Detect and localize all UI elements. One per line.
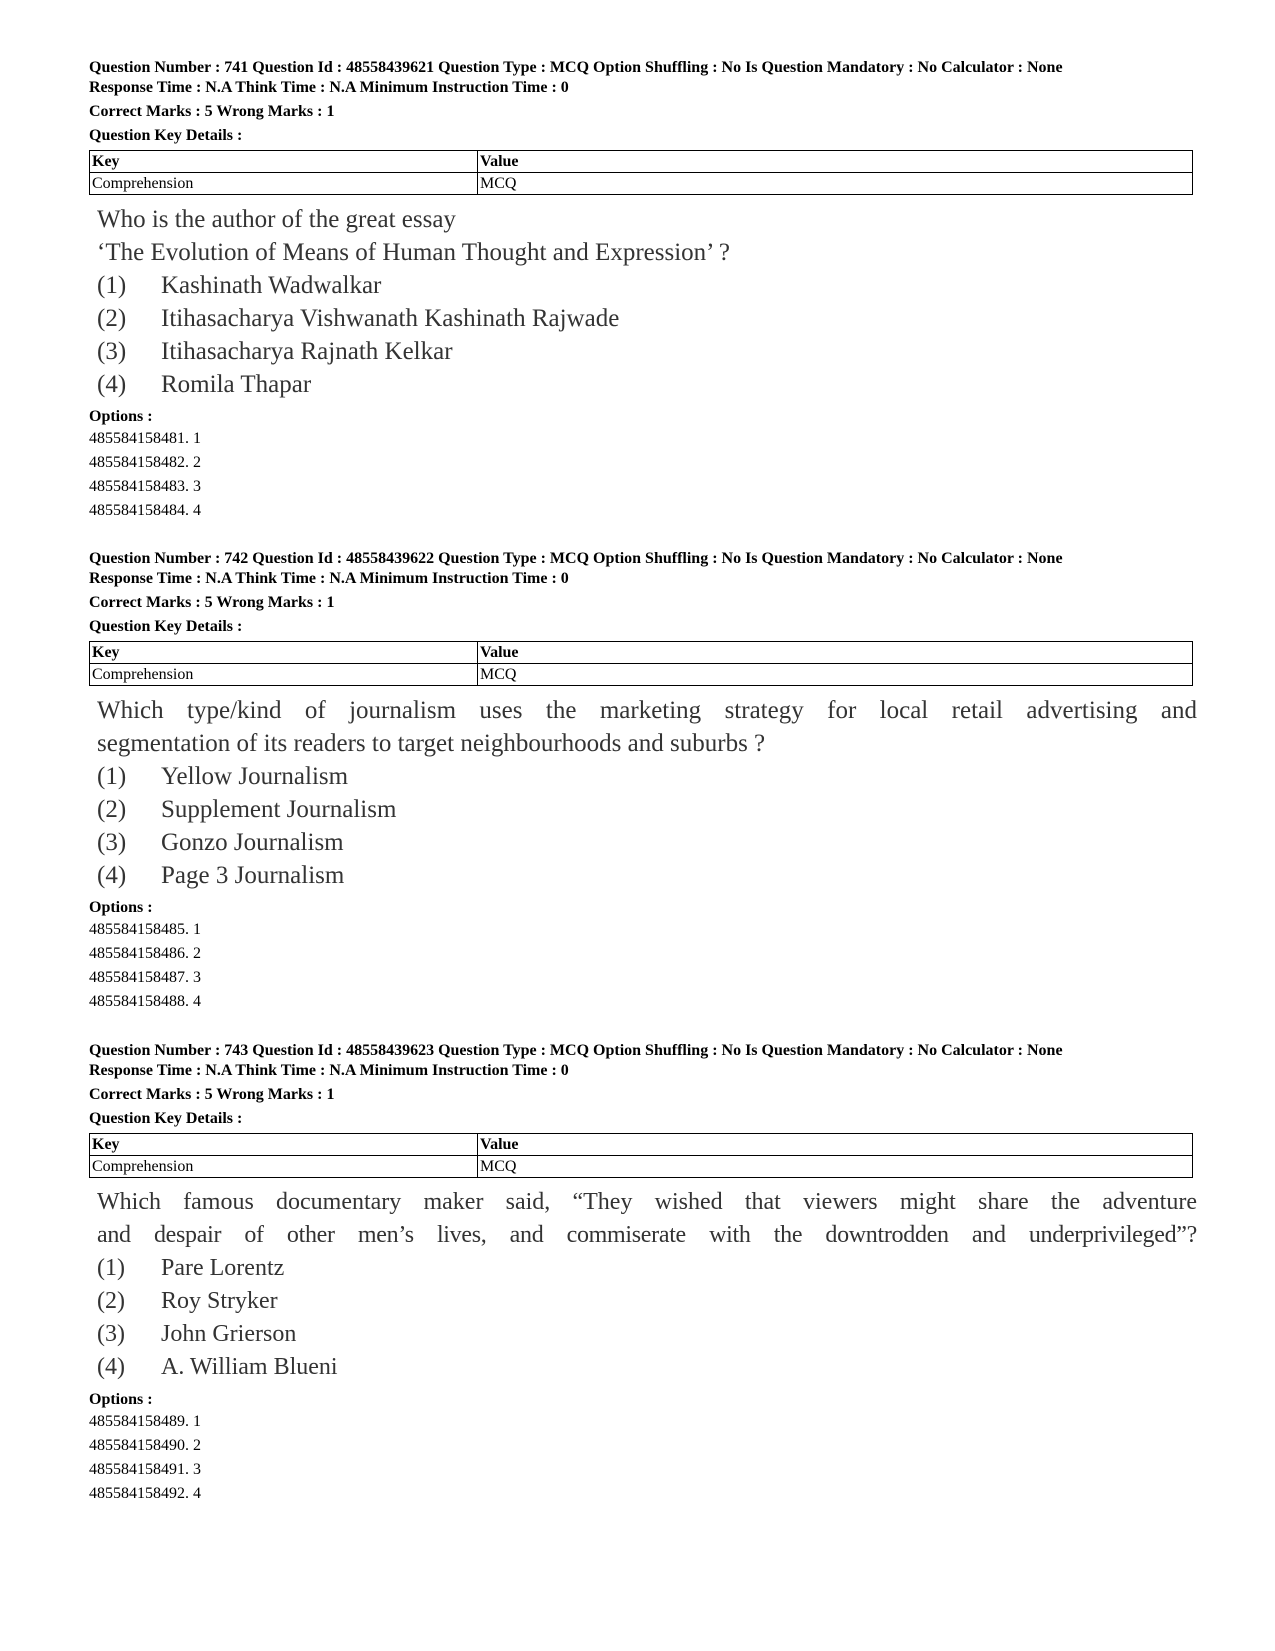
options-label: Options :: [89, 408, 153, 425]
choice-number: (4): [97, 862, 127, 889]
question-stem-line: segmentation of its readers to target neighbourhoods and suburbs ?: [97, 730, 766, 757]
question-timing-line: Response Time : N.A Think Time : N.A Minimum Instruction Time : 0: [89, 79, 569, 96]
choice-number: (2): [97, 796, 127, 823]
key-cell: Comprehension: [90, 664, 478, 686]
option-id: 485584158492. 4: [89, 1485, 201, 1502]
option-id: 485584158490. 2: [89, 1437, 201, 1454]
question-stem-line: Who is the author of the great essay: [97, 206, 456, 233]
choice-text: John Grierson: [161, 1321, 297, 1347]
choice-text: Roy Stryker: [161, 1288, 278, 1314]
choice-number: (2): [97, 1288, 125, 1314]
choice-number: (2): [97, 305, 127, 332]
option-id: 485584158487. 3: [89, 969, 201, 986]
table-header-row: [90, 1134, 1193, 1156]
question-stem-line: Which type/kind of journalism uses the marketing strategy for local retail advertising and: [97, 697, 1197, 724]
option-id: 485584158481. 1: [89, 430, 201, 447]
question-text-image: [97, 203, 1194, 401]
choice-text: Pare Lorentz: [161, 1255, 285, 1281]
question-stem-line: Which famous documentary maker said, “They wished that viewers might share the adventure: [97, 1189, 1197, 1215]
question-key-details-label: Question Key Details :: [89, 127, 243, 144]
option-id: 485584158482. 2: [89, 454, 201, 471]
question-key-table: [89, 1133, 1193, 1178]
table-header-row: [90, 642, 1193, 664]
question-marks: Correct Marks : 5 Wrong Marks : 1: [89, 103, 335, 120]
question-meta-line: Question Number : 742 Question Id : 48558439622 Question Type : MCQ Option Shuffling : No Is Question Mandatory : No Calculator : None: [89, 550, 1063, 567]
table-row: [90, 1156, 1193, 1178]
answer-choice: [97, 269, 1194, 302]
answer-choice: [97, 1285, 1194, 1318]
question-text-image: [97, 1186, 1197, 1384]
question-block-742: [89, 549, 1197, 1014]
answer-choice: [97, 1252, 1194, 1285]
answer-choice: [97, 335, 1194, 368]
choice-text: A. William Blueni: [161, 1354, 338, 1380]
question-meta-line: Question Number : 743 Question Id : 48558439623 Question Type : MCQ Option Shuffling : No Is Question Mandatory : No Calculator : None: [89, 1042, 1063, 1059]
value-cell: MCQ: [478, 664, 1193, 686]
value-column-header: Value: [478, 642, 1193, 664]
answer-choice: [97, 302, 1194, 335]
choice-number: (3): [97, 1321, 125, 1347]
answer-choice: [97, 1351, 1194, 1384]
question-text-image: [97, 694, 1197, 892]
choice-text: Itihasacharya Vishwanath Kashinath Rajwade: [161, 305, 620, 332]
question-timing-line: Response Time : N.A Think Time : N.A Minimum Instruction Time : 0: [89, 1062, 569, 1079]
value-column-header: Value: [478, 1134, 1193, 1156]
choice-number: (4): [97, 371, 127, 398]
option-id: 485584158491. 3: [89, 1461, 201, 1478]
question-stem-line: ‘The Evolution of Means of Human Thought and Expression’ ?: [97, 239, 730, 266]
key-column-header: Key: [90, 642, 478, 664]
choice-number: (3): [97, 829, 127, 856]
question-marks: Correct Marks : 5 Wrong Marks : 1: [89, 594, 335, 611]
options-label: Options :: [89, 899, 153, 916]
option-id: 485584158488. 4: [89, 993, 201, 1010]
answer-choice: [97, 1318, 1194, 1351]
question-block-743: [89, 1041, 1197, 1506]
table-row: [90, 173, 1193, 195]
question-key-details-label: Question Key Details :: [89, 618, 243, 635]
choice-text: Itihasacharya Rajnath Kelkar: [161, 338, 453, 365]
choice-text: Romila Thapar: [161, 371, 312, 398]
choice-text: Yellow Journalism: [161, 763, 349, 790]
option-id: 485584158486. 2: [89, 945, 201, 962]
option-id: 485584158489. 1: [89, 1413, 201, 1430]
key-column-header: Key: [90, 151, 478, 173]
question-marks: Correct Marks : 5 Wrong Marks : 1: [89, 1086, 335, 1103]
key-cell: Comprehension: [90, 1156, 478, 1178]
choice-number: (4): [97, 1354, 125, 1380]
choice-number: (1): [97, 763, 127, 790]
option-id: 485584158483. 3: [89, 478, 201, 495]
answer-choice: [97, 793, 1194, 826]
choice-number: (1): [97, 272, 127, 299]
options-label: Options :: [89, 1391, 153, 1408]
value-cell: MCQ: [478, 1156, 1193, 1178]
question-meta-line: Question Number : 741 Question Id : 48558439621 Question Type : MCQ Option Shuffling : No Is Question Mandatory : No Calculator : None: [89, 59, 1063, 76]
key-column-header: Key: [90, 1134, 478, 1156]
table-header-row: [90, 151, 1193, 173]
choice-text: Gonzo Journalism: [161, 829, 344, 856]
question-key-details-label: Question Key Details :: [89, 1110, 243, 1127]
question-key-table: [89, 641, 1193, 686]
question-block-741: [89, 58, 1194, 523]
choice-text: Supplement Journalism: [161, 796, 397, 823]
answer-choice: [97, 368, 1194, 401]
answer-choice: [97, 826, 1194, 859]
option-id: 485584158485. 1: [89, 921, 201, 938]
answer-choice: [97, 859, 1194, 892]
value-cell: MCQ: [478, 173, 1193, 195]
answer-choice: [97, 760, 1194, 793]
choice-number: (3): [97, 338, 127, 365]
choice-number: (1): [97, 1255, 125, 1281]
choice-text: Kashinath Wadwalkar: [161, 272, 382, 299]
choice-text: Page 3 Journalism: [161, 862, 345, 889]
option-id: 485584158484. 4: [89, 502, 201, 519]
question-stem-line: and despair of other men’s lives, and commiserate with the downtrodden and underprivileged”?: [97, 1222, 1197, 1248]
table-row: [90, 664, 1193, 686]
question-key-table: [89, 150, 1193, 195]
value-column-header: Value: [478, 151, 1193, 173]
key-cell: Comprehension: [90, 173, 478, 195]
question-timing-line: Response Time : N.A Think Time : N.A Minimum Instruction Time : 0: [89, 570, 569, 587]
